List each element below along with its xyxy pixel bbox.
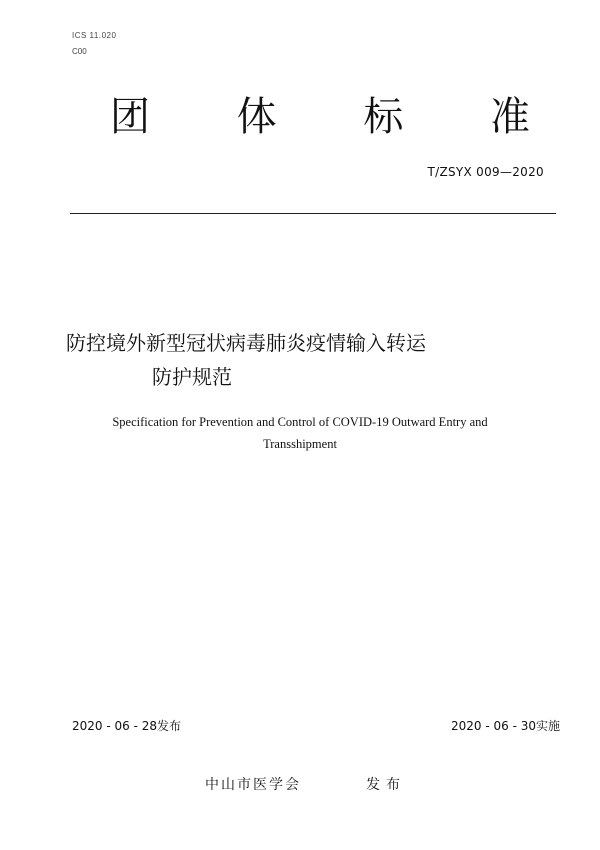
chinese-title-line2: 防护规范 [152,365,232,389]
publish-label: 发布 [366,777,406,793]
document-type-title [110,92,530,142]
chinese-title [66,326,546,394]
publisher: 中山市医学会 [205,777,301,793]
title-char: 标 [363,94,404,140]
chinese-title-line1: 防控境外新型冠状病毒肺炎疫情输入转运 [66,331,426,355]
english-title-line1: Specification for Prevention and Control of COVID-19 Outward Entry and [112,415,488,429]
implementation-date: 2020 - 06 - 30实施 [451,719,560,733]
title-char: 团 [110,94,150,140]
standard-number: T/ZSYX 009—2020 [427,165,544,179]
english-title-line2: Transshipment [263,437,337,451]
title-char: 体 [236,94,277,140]
divider [70,213,556,214]
ccs-code: C00 [72,47,87,56]
ics-code: ICS 11.020 [72,31,117,40]
english-title [80,411,520,455]
title-char: 准 [489,94,530,140]
issue-date: 2020 - 06 - 28发布 [72,719,181,733]
